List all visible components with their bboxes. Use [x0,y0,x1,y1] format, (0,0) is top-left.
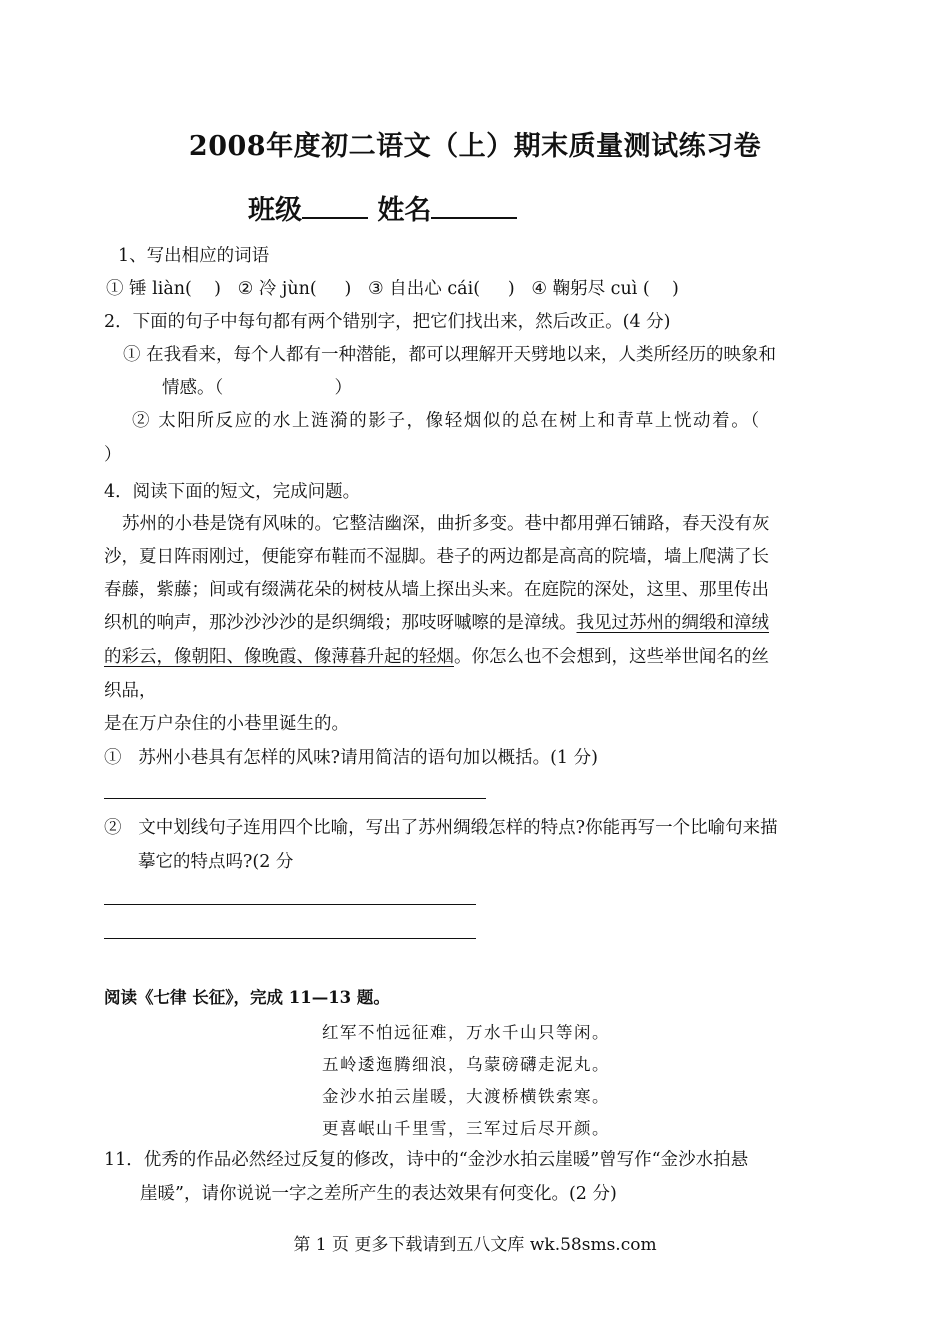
passage-line-5-text: 。你怎么也不会想到，这些举世闻名的丝 [454,647,769,667]
passage-line-4-text: 织机的响声，那沙沙沙沙的是织绸缎；那吱呀嘁嚓的是漳绒。 [104,613,577,633]
poem-section-heading: 阅读《七律 长征》，完成 11—13 题。 [104,988,390,1007]
class-label: 班级 [248,195,302,226]
q2-heading: 2．下面的句子中每句都有两个错别字，把它们找出来，然后改正。(4 分) [104,312,671,332]
passage-line-7: 是在万户杂住的小巷里诞生的。 [104,714,349,734]
q11-line-2: 崖暖”，请你说说一字之差所产生的表达效果有何变化。(2 分) [140,1184,617,1204]
underlined-sentence-part-1: 我见过苏州的绸缎和漳绒 [576,613,769,633]
q2-sentence-2-line-1: ② 太阳所反应的水上涟漪的影子，像轻烟似的总在树上和青草上恍动着。（ [132,411,761,431]
passage-line-3: 春藤，紫藤；间或有缀满花朵的树枝从墙上探出头来。在庭院的深处，这里、那里传出 [104,580,769,600]
answer-line-1[interactable] [104,798,486,799]
passage-line-2: 沙，夏日阵雨刚过，便能穿布鞋而不湿脚。巷子的两边都是高高的院墙，墙上爬满了长 [104,547,769,567]
name-label: 姓名 [377,195,432,226]
q2-sentence-1-line-1: ① 在我看来，每个人都有一种潜能，都可以理解开天劈地以来，人类所经历的映象和 [123,345,777,365]
answer-line-2[interactable] [104,904,476,905]
answer-line-3[interactable] [104,938,476,939]
poem-line-2: 五岭逶迤腾细浪，乌蒙磅礴走泥丸。 [322,1055,610,1074]
underlined-sentence-part-2: 的彩云，像朝阳、像晚霞、像薄暮升起的轻烟 [104,647,454,667]
page-footer: 第 1 页 更多下载请到五八文库 wk.58sms.com [293,1235,657,1255]
passage-line-4 [104,611,769,635]
page-title: 2008年度初二语文（上）期末质量测试练习卷 [188,131,762,162]
student-info-line [248,188,517,227]
q1-heading: 1、写出相应的词语 [118,246,270,266]
q4-sub-question-1: ① 苏州小巷具有怎样的风味?请用简洁的语句加以概括。(1 分) [104,748,598,768]
poem-line-1: 红军不怕远征难，万水千山只等闲。 [322,1023,610,1042]
q4-sub-question-2-line-2: 摹它的特点吗?(2 分 [138,852,294,872]
poem-line-4: 更喜岷山千里雪，三军过后尽开颜。 [322,1119,610,1138]
name-blank[interactable] [431,191,517,219]
q2-sentence-2-line-2: ） [104,445,122,465]
passage-line-1: 苏州的小巷是饶有风味的。它整洁幽深，曲折多变。巷中都用弹石铺路，春天没有灰 [122,514,770,534]
q2-sentence-1-line-2: 情感。（ ） [162,378,353,398]
passage-line-6: 织品， [104,681,157,701]
q11-line-1: 11．优秀的作品必然经过反复的修改，诗中的“金沙水拍云崖暖”曾写作“金沙水拍悬 [104,1150,749,1170]
q4-heading: 4．阅读下面的短文，完成问题。 [104,482,361,502]
q4-sub-question-2-line-1: ② 文中划线句子连用四个比喻，写出了苏州绸缎怎样的特点?你能再写一个比喻句来描 [104,818,778,838]
passage-line-5 [104,645,769,669]
class-blank[interactable] [302,191,368,219]
q1-items: ① 锤 liàn( ) ② 冷 jùn( ) ③ 自出心 cái( ) ④ 鞠躬尽 cuì ( ) [106,279,679,299]
poem-line-3: 金沙水拍云崖暖，大渡桥横铁索寒。 [322,1087,610,1106]
